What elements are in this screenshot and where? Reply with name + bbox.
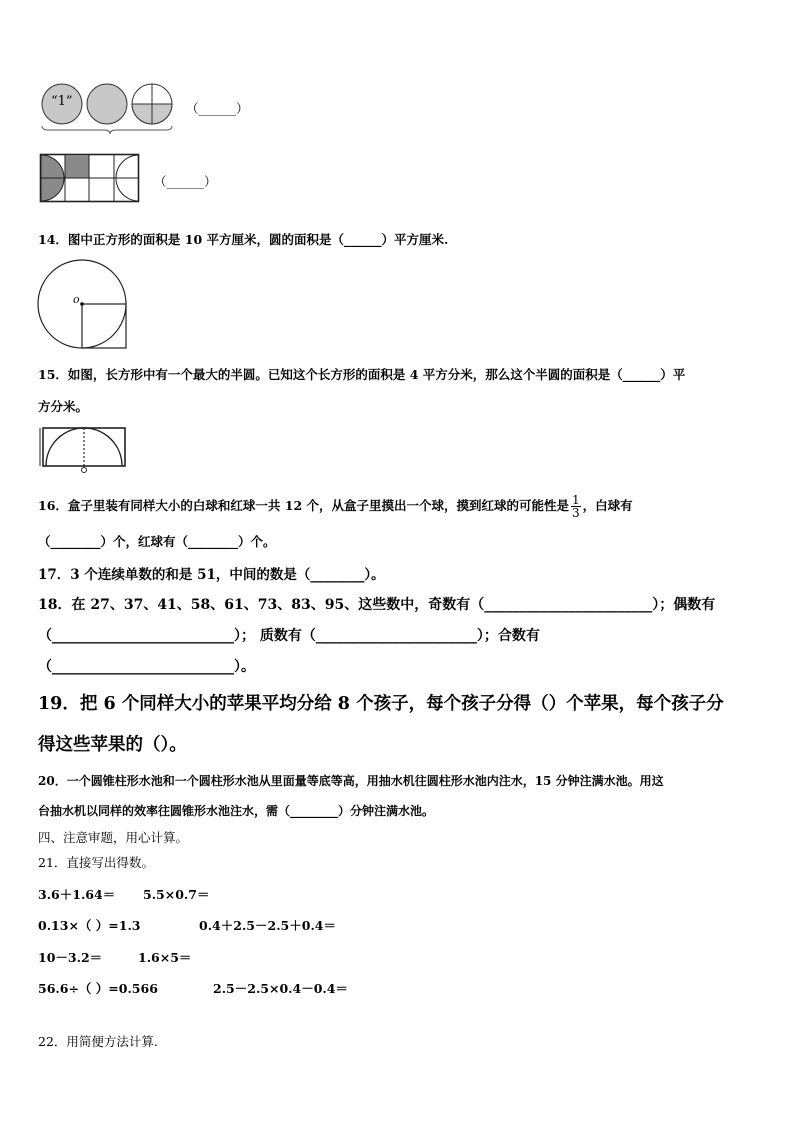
q19-line2: 得这些苹果的（）。	[38, 735, 187, 755]
q16-text-b: ，白球有	[582, 498, 633, 513]
q20-line1: 20．一个圆锥柱形水池和一个圆柱形水池从里面量等底等高，用抽水机往圆柱形水池内注水，15 分钟注满水池。用这	[38, 774, 664, 788]
fraction-denominator: 3	[572, 506, 580, 520]
section-title: 四、注意审题，用心计算。	[38, 830, 189, 845]
shaded-top-square	[65, 155, 89, 178]
q14-text: 14．图中正方形的面积是 10 平方厘米，圆的面积是（______）平方厘米.	[38, 232, 449, 247]
q15-line2: 方分米。	[38, 399, 89, 414]
q18-line2: （__________________________）； 质数有（_______________________）；合数有	[38, 628, 540, 644]
q21-title: 21．直接写出得数。	[38, 855, 154, 870]
center-label: o	[73, 293, 80, 306]
brace	[42, 126, 172, 134]
fig-b-answer[interactable]: （______）	[154, 174, 217, 189]
calc-r3-a: 10－3.2＝	[38, 950, 103, 965]
calc-r1-b: 5.5×0.7＝	[143, 887, 210, 902]
q17-text: 17．3 个连续单数的和是 51，中间的数是（________）。	[38, 567, 385, 583]
calc-r4-a[interactable]: 56.6÷（ ）=0.566	[38, 981, 158, 996]
fig-a-answer[interactable]: （______）	[186, 101, 249, 116]
q20-line2: 台抽水机以同样的效率往圆锥形水池注水，需（________）分钟注满水池。	[38, 804, 435, 818]
q18-line3: （__________________________）。	[38, 659, 255, 675]
circle-label-one: “1”	[51, 94, 73, 109]
calc-r2-a[interactable]: 0.13×（ ）=1.3	[38, 918, 141, 933]
q19-line1-text: 19．把 6 个同样大小的苹果平均分给 8 个孩子，每个孩子分得（）个苹果，每个孩子分	[38, 694, 724, 714]
circle-shaded-quarter	[152, 104, 172, 124]
q16-line1	[38, 494, 633, 519]
rectangle-figure	[40, 154, 144, 204]
q15-line1: 15．如图，长方形中有一个最大的半圆。已知这个长方形的面积是 4 平方分米，那么这个半圆的面积是（______）平	[38, 367, 686, 382]
circle-square-figure	[37, 259, 129, 351]
q22-title: 22．用简便方法计算.	[38, 1034, 158, 1049]
calc-r4-b: 2.5－2.5×0.4－0.4＝	[213, 981, 348, 996]
q16-line2: （________）个，红球有（________）个。	[38, 534, 276, 549]
q19-line1	[38, 690, 724, 715]
calc-r1-a: 3.6＋1.64＝	[38, 887, 116, 902]
circle-two	[87, 84, 127, 124]
calc-r2-b: 0.4＋2.5－2.5＋0.4＝	[199, 918, 336, 933]
fraction-numerator: 1	[572, 493, 580, 507]
q18-line1: 18．在 27、37、41、58、61、73、83、95、这些数中，奇数有（________________________）；偶数有	[38, 597, 716, 613]
calc-r3-b: 1.6×5＝	[138, 950, 192, 965]
circle-shaded-quarter-2	[132, 104, 152, 124]
q16-text-a: 16．盒子里装有同样大小的白球和红球一共 12 个，从盒子里摸出一个球，摸到红球的可能性是	[38, 498, 569, 513]
semicircle-rectangle-figure	[40, 426, 130, 474]
probability-fraction	[571, 494, 581, 519]
